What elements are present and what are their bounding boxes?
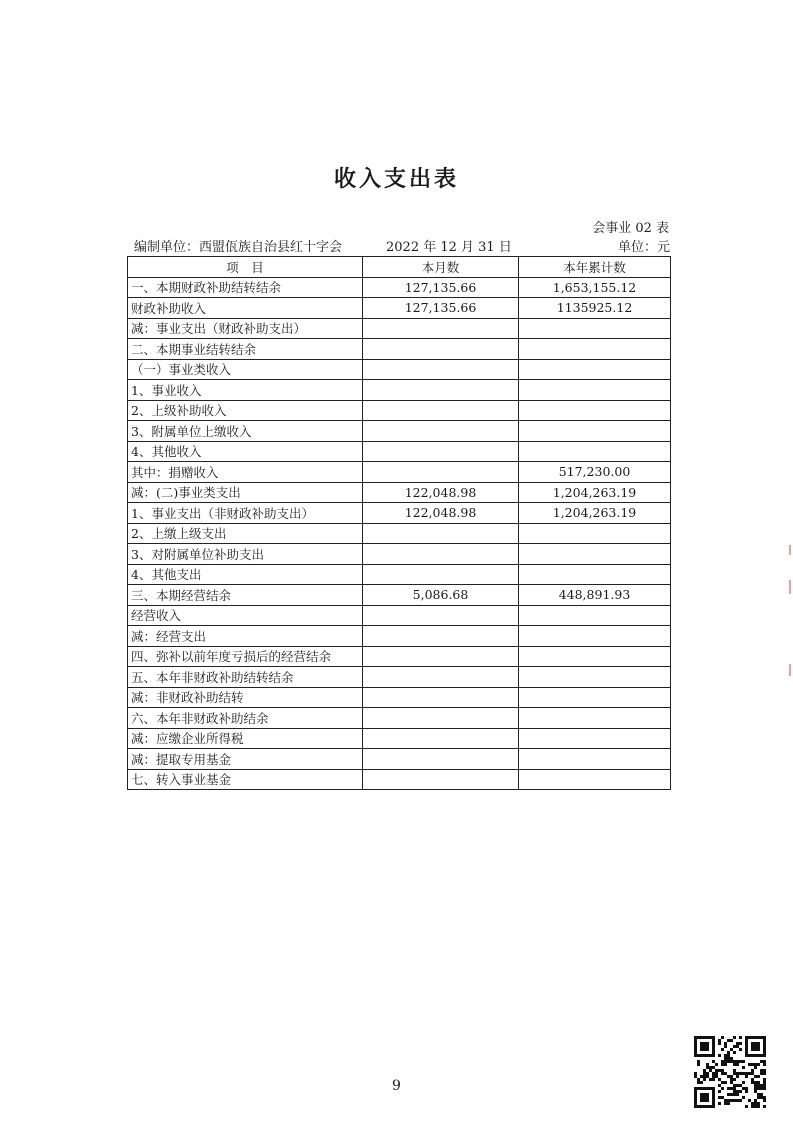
table-row bbox=[128, 339, 671, 360]
row-ytd-cell bbox=[519, 626, 671, 647]
row-ytd-cell bbox=[519, 728, 671, 749]
table-row bbox=[128, 626, 671, 647]
row-ytd-cell bbox=[519, 708, 671, 729]
table-row bbox=[128, 523, 671, 544]
row-ytd-cell bbox=[519, 564, 671, 585]
row-item-cell: 2、上缴上级支出 bbox=[128, 523, 363, 544]
scan-edge-mark bbox=[789, 580, 791, 594]
row-month-cell bbox=[363, 421, 519, 442]
row-item-cell: 五、本年非财政补助结转结余 bbox=[128, 667, 363, 688]
table-row bbox=[128, 298, 671, 319]
row-item-cell: 2、上级补助收入 bbox=[128, 400, 363, 421]
row-item-cell: 财政补助收入 bbox=[128, 298, 363, 319]
table-row bbox=[128, 359, 671, 380]
row-item-cell: 减：提取专用基金 bbox=[128, 749, 363, 770]
row-item-cell: 减：非财政补助结转 bbox=[128, 687, 363, 708]
row-month-cell bbox=[363, 667, 519, 688]
row-item-cell: 三、本期经营结余 bbox=[128, 585, 363, 606]
row-ytd-cell bbox=[519, 667, 671, 688]
row-month-cell: 122,048.98 bbox=[363, 503, 519, 524]
currency-unit: 单位：元 bbox=[617, 240, 670, 255]
row-item-cell: 3、附属单位上缴收入 bbox=[128, 421, 363, 442]
table-row bbox=[128, 277, 671, 298]
table-row bbox=[128, 667, 671, 688]
row-ytd-cell: 1,204,263.19 bbox=[519, 482, 671, 503]
row-item-cell: 六、本年非财政补助结余 bbox=[128, 708, 363, 729]
row-item-cell: 1、事业支出（非财政补助支出） bbox=[128, 503, 363, 524]
row-month-cell bbox=[363, 687, 519, 708]
row-ytd-cell bbox=[519, 318, 671, 339]
table-row bbox=[128, 708, 671, 729]
table-row bbox=[128, 646, 671, 667]
row-item-cell: 4、其他收入 bbox=[128, 441, 363, 462]
row-item-cell: 4、其他支出 bbox=[128, 564, 363, 585]
row-item-cell: 减：经营支出 bbox=[128, 626, 363, 647]
row-ytd-cell: 1,204,263.19 bbox=[519, 503, 671, 524]
table-header-row bbox=[128, 257, 671, 278]
table-row bbox=[128, 687, 671, 708]
row-ytd-cell bbox=[519, 359, 671, 380]
table-row bbox=[128, 605, 671, 626]
row-ytd-cell: 1,653,155.12 bbox=[519, 277, 671, 298]
header-month: 本月数 bbox=[363, 257, 519, 278]
row-ytd-cell bbox=[519, 400, 671, 421]
qr-code-icon bbox=[694, 1036, 766, 1108]
table-row bbox=[128, 503, 671, 524]
row-month-cell bbox=[363, 605, 519, 626]
row-ytd-cell bbox=[519, 421, 671, 442]
row-ytd-cell: 448,891.93 bbox=[519, 585, 671, 606]
row-month-cell bbox=[363, 400, 519, 421]
row-ytd-cell bbox=[519, 523, 671, 544]
row-ytd-cell bbox=[519, 544, 671, 565]
row-ytd-cell bbox=[519, 769, 671, 790]
row-ytd-cell bbox=[519, 380, 671, 401]
meta-row bbox=[134, 236, 670, 254]
row-ytd-cell: 517,230.00 bbox=[519, 462, 671, 483]
header-item: 项 目 bbox=[128, 257, 363, 278]
row-item-cell: 七、转入事业基金 bbox=[128, 769, 363, 790]
table-row bbox=[128, 380, 671, 401]
row-ytd-cell bbox=[519, 605, 671, 626]
row-month-cell bbox=[363, 708, 519, 729]
row-item-cell: 其中：捐赠收入 bbox=[128, 462, 363, 483]
table-row bbox=[128, 544, 671, 565]
table-row bbox=[128, 400, 671, 421]
row-ytd-cell: 1135925.12 bbox=[519, 298, 671, 319]
table-row bbox=[128, 482, 671, 503]
row-month-cell bbox=[363, 380, 519, 401]
row-item-cell: 减：(二)事业类支出 bbox=[128, 482, 363, 503]
row-item-cell: 一、本期财政补助结转结余 bbox=[128, 277, 363, 298]
row-ytd-cell bbox=[519, 646, 671, 667]
row-item-cell: （一）事业类收入 bbox=[128, 359, 363, 380]
table-row bbox=[128, 318, 671, 339]
row-item-cell: 二、本期事业结转结余 bbox=[128, 339, 363, 360]
row-month-cell bbox=[363, 728, 519, 749]
header-ytd: 本年累计数 bbox=[519, 257, 671, 278]
row-month-cell: 127,135.66 bbox=[363, 277, 519, 298]
income-expense-table bbox=[127, 256, 671, 790]
row-month-cell bbox=[363, 339, 519, 360]
row-month-cell bbox=[363, 441, 519, 462]
row-month-cell: 5,086.68 bbox=[363, 585, 519, 606]
document-title: 收入支出表 bbox=[333, 166, 459, 192]
table-row bbox=[128, 462, 671, 483]
row-month-cell bbox=[363, 544, 519, 565]
row-item-cell: 3、对附属单位补助支出 bbox=[128, 544, 363, 565]
scan-edge-mark bbox=[789, 545, 791, 555]
row-month-cell bbox=[363, 769, 519, 790]
row-month-cell bbox=[363, 749, 519, 770]
table-row bbox=[128, 585, 671, 606]
row-month-cell bbox=[363, 359, 519, 380]
table-row bbox=[128, 749, 671, 770]
scan-edge-mark bbox=[789, 664, 791, 676]
row-item-cell: 经营收入 bbox=[128, 605, 363, 626]
table-row bbox=[128, 441, 671, 462]
row-month-cell: 127,135.66 bbox=[363, 298, 519, 319]
row-item-cell: 减：应缴企业所得税 bbox=[128, 728, 363, 749]
report-date: 2022 年 12 月 31 日 bbox=[386, 240, 512, 255]
row-month-cell bbox=[363, 318, 519, 339]
row-month-cell bbox=[363, 523, 519, 544]
table-row bbox=[128, 728, 671, 749]
row-ytd-cell bbox=[519, 339, 671, 360]
row-ytd-cell bbox=[519, 687, 671, 708]
table-row bbox=[128, 421, 671, 442]
row-month-cell bbox=[363, 626, 519, 647]
row-ytd-cell bbox=[519, 441, 671, 462]
row-month-cell bbox=[363, 462, 519, 483]
row-month-cell bbox=[363, 646, 519, 667]
table-row bbox=[128, 769, 671, 790]
table-row bbox=[128, 564, 671, 585]
row-item-cell: 减：事业支出（财政补助支出） bbox=[128, 318, 363, 339]
row-item-cell: 1、事业收入 bbox=[128, 380, 363, 401]
row-month-cell: 122,048.98 bbox=[363, 482, 519, 503]
row-month-cell bbox=[363, 564, 519, 585]
row-item-cell: 四、弥补以前年度亏损后的经营结余 bbox=[128, 646, 363, 667]
compiling-unit: 编制单位：西盟佤族自治县红十字会 bbox=[134, 240, 343, 255]
form-number: 会事业 02 表 bbox=[592, 221, 669, 236]
page-number: 9 bbox=[392, 1078, 401, 1094]
row-ytd-cell bbox=[519, 749, 671, 770]
